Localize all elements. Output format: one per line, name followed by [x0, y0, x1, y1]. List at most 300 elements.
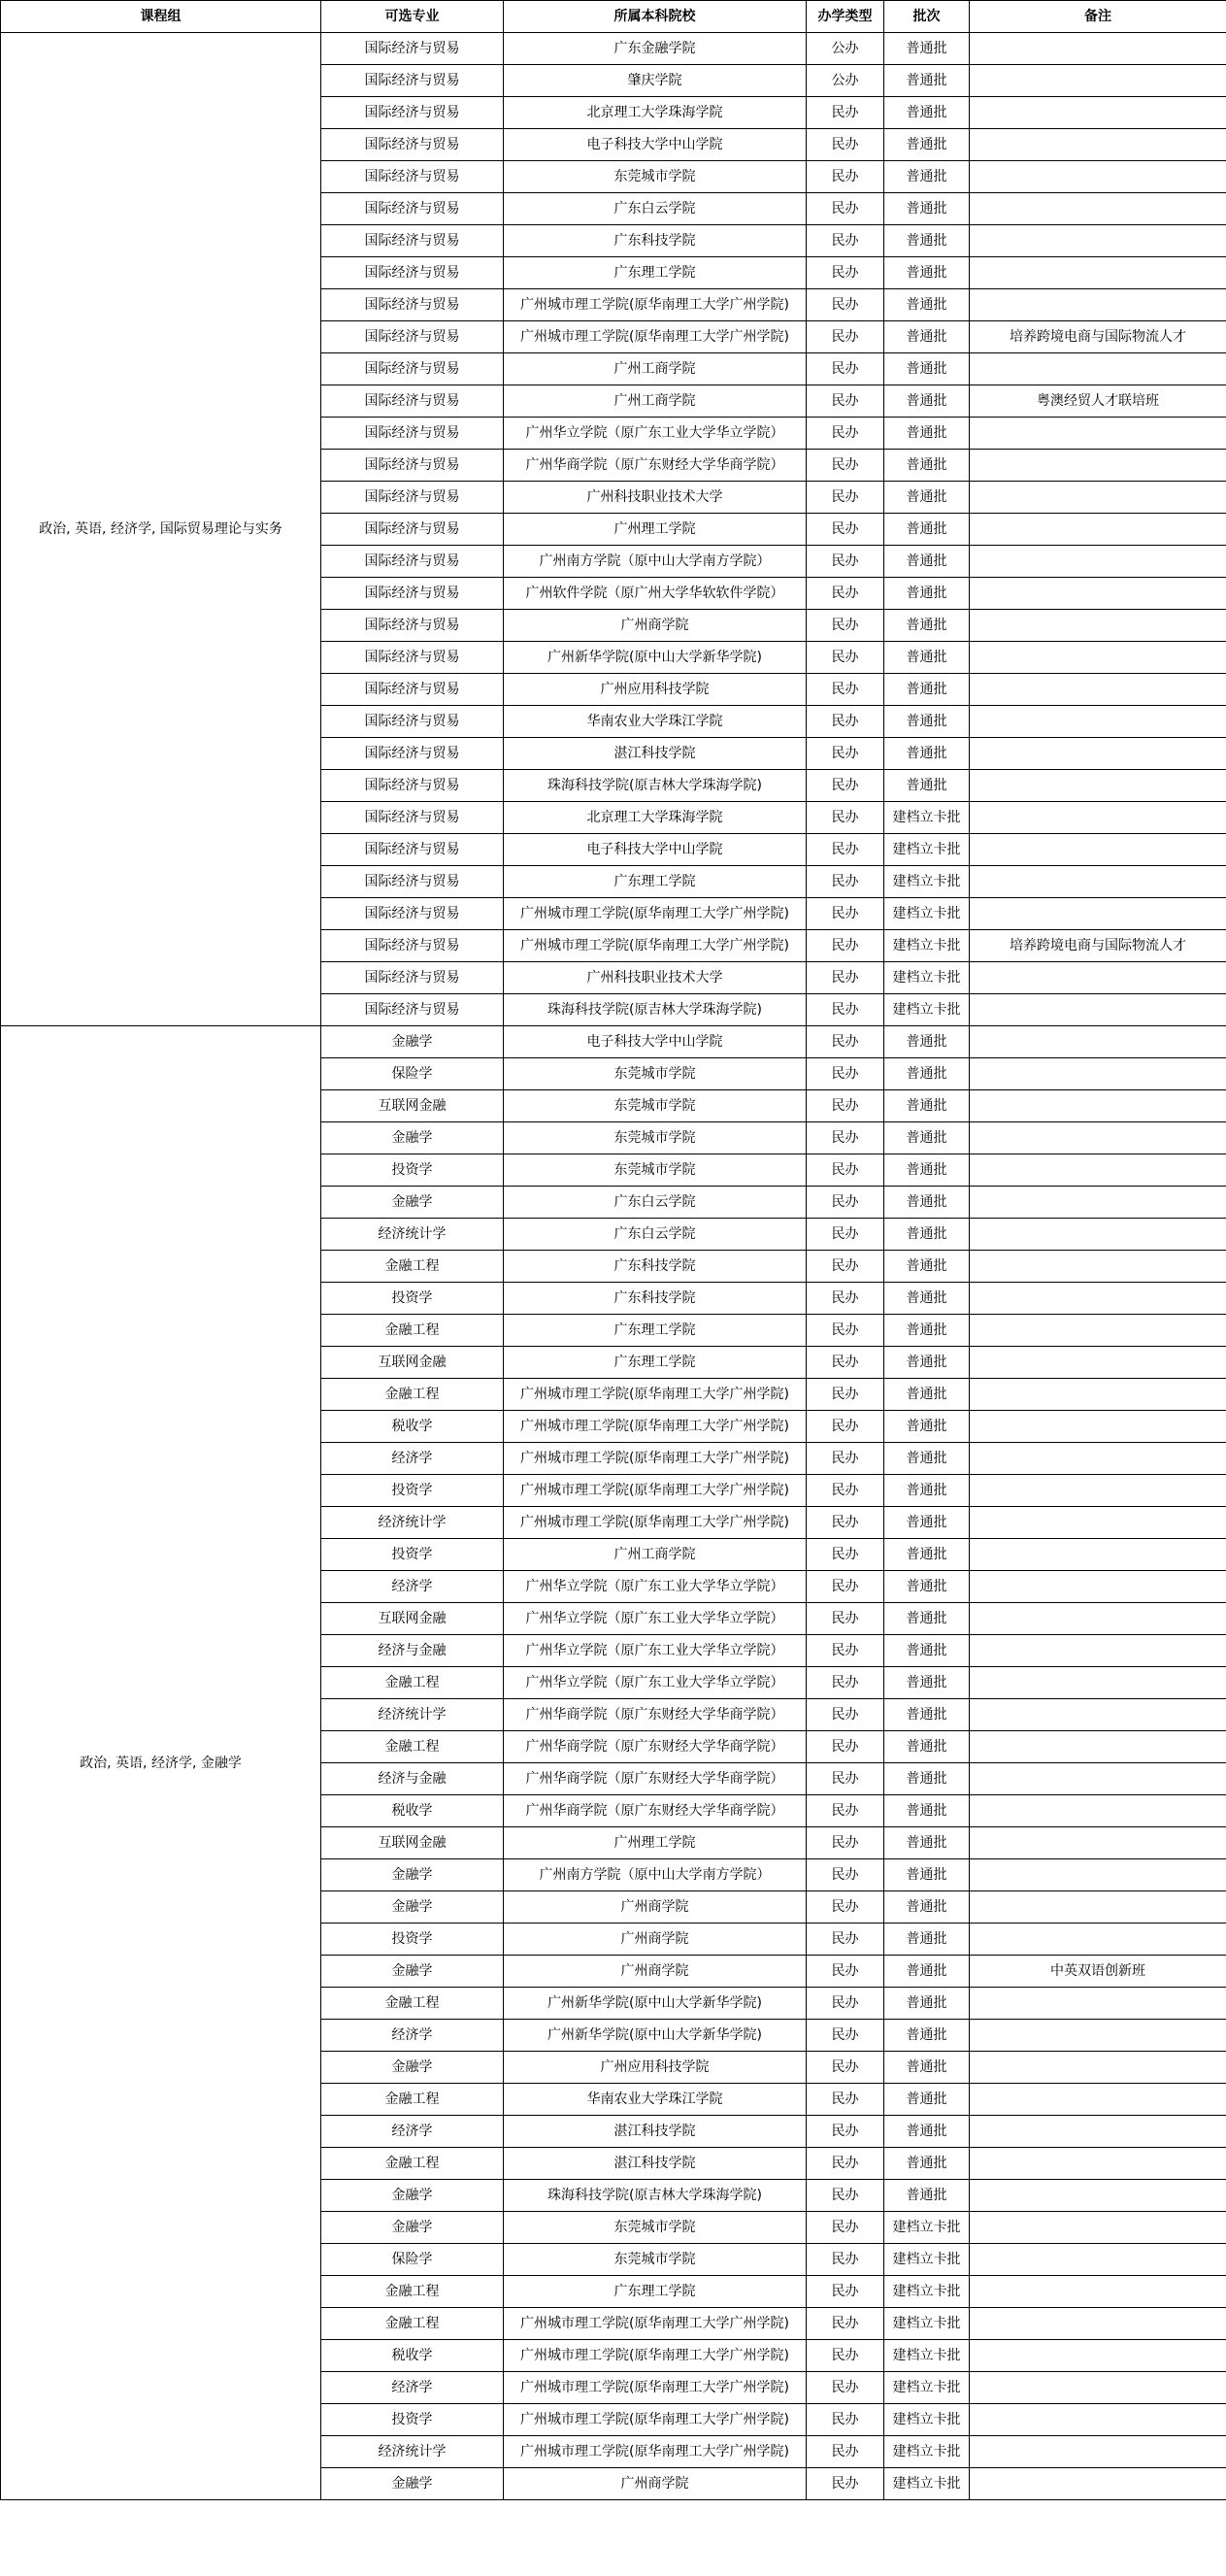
- batch-cell: 普通批: [884, 642, 970, 674]
- school-type-cell: 民办: [807, 1058, 884, 1090]
- note-cell: [970, 33, 1226, 65]
- major-cell: 国际经济与贸易: [321, 930, 504, 962]
- note-cell: [970, 1763, 1226, 1795]
- school-cell: 广州城市理工学院(原华南理工大学广州学院): [504, 1507, 807, 1539]
- note-cell: [970, 1924, 1226, 1956]
- school-cell: 广州城市理工学院(原华南理工大学广州学院): [504, 321, 807, 353]
- major-cell: 投资学: [321, 1154, 504, 1187]
- major-cell: 国际经济与贸易: [321, 962, 504, 994]
- school-cell: 湛江科技学院: [504, 2116, 807, 2148]
- batch-cell: 普通批: [884, 1058, 970, 1090]
- school-cell: 珠海科技学院(原吉林大学珠海学院): [504, 770, 807, 802]
- major-cell: 国际经济与贸易: [321, 65, 504, 97]
- school-type-cell: 民办: [807, 1859, 884, 1891]
- school-cell: 广州城市理工学院(原华南理工大学广州学院): [504, 2372, 807, 2404]
- major-cell: 金融学: [321, 1122, 504, 1154]
- header-major: 可选专业: [321, 1, 504, 33]
- major-cell: 国际经济与贸易: [321, 482, 504, 514]
- school-cell: 广东理工学院: [504, 1347, 807, 1379]
- major-cell: 金融工程: [321, 1251, 504, 1283]
- school-cell: 广州华商学院（原广东财经大学华商学院）: [504, 450, 807, 482]
- school-cell: 广东白云学院: [504, 1219, 807, 1251]
- school-type-cell: 民办: [807, 578, 884, 610]
- school-type-cell: 民办: [807, 1988, 884, 2020]
- school-type-cell: 民办: [807, 2340, 884, 2372]
- batch-cell: 普通批: [884, 450, 970, 482]
- note-cell: [970, 1251, 1226, 1283]
- school-cell: 广州华商学院（原广东财经大学华商学院）: [504, 1699, 807, 1731]
- school-type-cell: 民办: [807, 161, 884, 193]
- school-type-cell: 民办: [807, 482, 884, 514]
- major-cell: 国际经济与贸易: [321, 834, 504, 866]
- note-cell: 中英双语创新班: [970, 1956, 1226, 1988]
- note-cell: [970, 1219, 1226, 1251]
- major-cell: 国际经济与贸易: [321, 578, 504, 610]
- school-cell: 广州商学院: [504, 1924, 807, 1956]
- school-type-cell: 民办: [807, 2308, 884, 2340]
- school-type-cell: 民办: [807, 1956, 884, 1988]
- batch-cell: 普通批: [884, 1603, 970, 1635]
- school-cell: 湛江科技学院: [504, 738, 807, 770]
- batch-cell: 普通批: [884, 2052, 970, 2084]
- school-type-cell: 民办: [807, 2372, 884, 2404]
- school-cell: 广州华立学院（原广东工业大学华立学院）: [504, 1571, 807, 1603]
- note-cell: [970, 834, 1226, 866]
- batch-cell: 普通批: [884, 1187, 970, 1219]
- major-cell: 国际经济与贸易: [321, 385, 504, 418]
- major-cell: 金融工程: [321, 2276, 504, 2308]
- school-type-cell: 民办: [807, 289, 884, 321]
- school-cell: 广州城市理工学院(原华南理工大学广州学院): [504, 289, 807, 321]
- school-type-cell: 民办: [807, 2052, 884, 2084]
- note-cell: [970, 962, 1226, 994]
- batch-cell: 建档立卡批: [884, 2212, 970, 2244]
- note-cell: 培养跨境电商与国际物流人才: [970, 930, 1226, 962]
- batch-cell: 建档立卡批: [884, 2244, 970, 2276]
- school-type-cell: 民办: [807, 193, 884, 225]
- table-row: [1, 33, 1226, 65]
- note-cell: [970, 1603, 1226, 1635]
- school-type-cell: 公办: [807, 65, 884, 97]
- school-cell: 广东理工学院: [504, 257, 807, 289]
- note-cell: [970, 2276, 1226, 2308]
- note-cell: [970, 65, 1226, 97]
- major-cell: 国际经济与贸易: [321, 418, 504, 450]
- school-type-cell: 民办: [807, 1026, 884, 1058]
- note-cell: [970, 1827, 1226, 1859]
- major-cell: 经济统计学: [321, 1507, 504, 1539]
- major-cell: 国际经济与贸易: [321, 514, 504, 546]
- note-cell: [970, 1411, 1226, 1443]
- school-cell: 广州华商学院（原广东财经大学华商学院）: [504, 1731, 807, 1763]
- school-cell: 广州华商学院（原广东财经大学华商学院）: [504, 1763, 807, 1795]
- note-cell: [970, 546, 1226, 578]
- batch-cell: 普通批: [884, 1347, 970, 1379]
- major-cell: 投资学: [321, 1283, 504, 1315]
- school-type-cell: 民办: [807, 546, 884, 578]
- school-cell: 广州科技职业技术大学: [504, 482, 807, 514]
- note-cell: [970, 514, 1226, 546]
- note-cell: [970, 1187, 1226, 1219]
- note-cell: [970, 706, 1226, 738]
- note-cell: [970, 1026, 1226, 1058]
- note-cell: [970, 2148, 1226, 2180]
- school-type-cell: 民办: [807, 1539, 884, 1571]
- note-cell: [970, 97, 1226, 129]
- school-cell: 广州软件学院（原广州大学华软软件学院）: [504, 578, 807, 610]
- note-cell: [970, 2116, 1226, 2148]
- batch-cell: 建档立卡批: [884, 802, 970, 834]
- batch-cell: 普通批: [884, 1827, 970, 1859]
- note-cell: [970, 257, 1226, 289]
- school-cell: 电子科技大学中山学院: [504, 834, 807, 866]
- school-type-cell: 民办: [807, 738, 884, 770]
- school-type-cell: 民办: [807, 802, 884, 834]
- major-cell: 金融工程: [321, 1731, 504, 1763]
- school-type-cell: 民办: [807, 1122, 884, 1154]
- school-type-cell: 民办: [807, 2404, 884, 2436]
- school-cell: 广州城市理工学院(原华南理工大学广州学院): [504, 1475, 807, 1507]
- batch-cell: 普通批: [884, 482, 970, 514]
- school-cell: 电子科技大学中山学院: [504, 129, 807, 161]
- school-type-cell: 民办: [807, 2276, 884, 2308]
- school-type-cell: 民办: [807, 1315, 884, 1347]
- major-cell: 经济与金融: [321, 1763, 504, 1795]
- major-cell: 金融学: [321, 1859, 504, 1891]
- major-cell: 经济学: [321, 2372, 504, 2404]
- school-cell: 广州新华学院(原中山大学新华学院): [504, 642, 807, 674]
- note-cell: [970, 1539, 1226, 1571]
- note-cell: [970, 1122, 1226, 1154]
- batch-cell: 建档立卡批: [884, 962, 970, 994]
- note-cell: [970, 1347, 1226, 1379]
- note-cell: 粤澳经贸人才联培班: [970, 385, 1226, 418]
- school-type-cell: 民办: [807, 1475, 884, 1507]
- school-cell: 广州华立学院（原广东工业大学华立学院）: [504, 1667, 807, 1699]
- school-cell: 东莞城市学院: [504, 1122, 807, 1154]
- batch-cell: 普通批: [884, 1571, 970, 1603]
- school-cell: 华南农业大学珠江学院: [504, 706, 807, 738]
- school-type-cell: 民办: [807, 418, 884, 450]
- note-cell: [970, 738, 1226, 770]
- note-cell: [970, 2372, 1226, 2404]
- school-type-cell: 民办: [807, 1187, 884, 1219]
- header-row: [1, 1, 1226, 33]
- batch-cell: 普通批: [884, 1667, 970, 1699]
- school-cell: 东莞城市学院: [504, 2244, 807, 2276]
- school-type-cell: 民办: [807, 610, 884, 642]
- batch-cell: 普通批: [884, 2148, 970, 2180]
- school-cell: 广东理工学院: [504, 866, 807, 898]
- school-type-cell: 民办: [807, 129, 884, 161]
- major-cell: 经济统计学: [321, 1219, 504, 1251]
- school-cell: 广州工商学院: [504, 385, 807, 418]
- note-cell: [970, 642, 1226, 674]
- note-cell: [970, 1988, 1226, 2020]
- school-type-cell: 民办: [807, 2436, 884, 2468]
- school-type-cell: 民办: [807, 898, 884, 930]
- note-cell: [970, 610, 1226, 642]
- major-cell: 国际经济与贸易: [321, 321, 504, 353]
- batch-cell: 建档立卡批: [884, 930, 970, 962]
- note-cell: [970, 2020, 1226, 2052]
- school-cell: 广州理工学院: [504, 514, 807, 546]
- school-cell: 东莞城市学院: [504, 1058, 807, 1090]
- school-type-cell: 民办: [807, 1731, 884, 1763]
- major-cell: 金融工程: [321, 2308, 504, 2340]
- note-cell: [970, 2404, 1226, 2436]
- major-cell: 金融工程: [321, 1667, 504, 1699]
- note-cell: [970, 2180, 1226, 2212]
- batch-cell: 普通批: [884, 1122, 970, 1154]
- header-school-type: 办学类型: [807, 1, 884, 33]
- major-cell: 金融学: [321, 2468, 504, 2500]
- school-cell: 珠海科技学院(原吉林大学珠海学院): [504, 994, 807, 1026]
- batch-cell: 建档立卡批: [884, 994, 970, 1026]
- school-cell: 东莞城市学院: [504, 161, 807, 193]
- batch-cell: 普通批: [884, 1507, 970, 1539]
- note-cell: [970, 1699, 1226, 1731]
- school-cell: 广东理工学院: [504, 2276, 807, 2308]
- school-type-cell: 民办: [807, 1411, 884, 1443]
- school-type-cell: 民办: [807, 834, 884, 866]
- school-cell: 广州工商学院: [504, 353, 807, 385]
- school-cell: 电子科技大学中山学院: [504, 1026, 807, 1058]
- batch-cell: 建档立卡批: [884, 2308, 970, 2340]
- school-type-cell: 民办: [807, 257, 884, 289]
- batch-cell: 普通批: [884, 257, 970, 289]
- major-cell: 国际经济与贸易: [321, 738, 504, 770]
- batch-cell: 普通批: [884, 65, 970, 97]
- school-cell: 广州商学院: [504, 1891, 807, 1924]
- school-type-cell: 民办: [807, 1507, 884, 1539]
- major-cell: 金融学: [321, 1956, 504, 1988]
- note-cell: [970, 450, 1226, 482]
- school-cell: 广州新华学院(原中山大学新华学院): [504, 1988, 807, 2020]
- note-cell: [970, 225, 1226, 257]
- major-cell: 国际经济与贸易: [321, 802, 504, 834]
- school-type-cell: 民办: [807, 2020, 884, 2052]
- batch-cell: 普通批: [884, 97, 970, 129]
- note-cell: [970, 674, 1226, 706]
- major-cell: 国际经济与贸易: [321, 866, 504, 898]
- major-cell: 经济统计学: [321, 1699, 504, 1731]
- batch-cell: 普通批: [884, 33, 970, 65]
- major-cell: 国际经济与贸易: [321, 193, 504, 225]
- note-cell: [970, 1475, 1226, 1507]
- major-cell: 税收学: [321, 2340, 504, 2372]
- school-cell: 东莞城市学院: [504, 2212, 807, 2244]
- note-cell: [970, 2084, 1226, 2116]
- batch-cell: 建档立卡批: [884, 898, 970, 930]
- batch-cell: 普通批: [884, 2116, 970, 2148]
- batch-cell: 普通批: [884, 1315, 970, 1347]
- major-cell: 投资学: [321, 1475, 504, 1507]
- school-type-cell: 民办: [807, 1443, 884, 1475]
- major-cell: 税收学: [321, 1411, 504, 1443]
- school-cell: 广州商学院: [504, 610, 807, 642]
- major-cell: 金融学: [321, 2180, 504, 2212]
- batch-cell: 普通批: [884, 610, 970, 642]
- school-cell: 广东科技学院: [504, 1283, 807, 1315]
- school-type-cell: 民办: [807, 930, 884, 962]
- school-type-cell: 民办: [807, 1795, 884, 1827]
- note-cell: [970, 1315, 1226, 1347]
- school-type-cell: 民办: [807, 1154, 884, 1187]
- course-group-cell: 政治, 英语, 经济学, 金融学: [1, 1026, 321, 2500]
- batch-cell: 普通批: [884, 674, 970, 706]
- note-cell: [970, 161, 1226, 193]
- note-cell: [970, 2468, 1226, 2500]
- school-cell: 广州南方学院（原中山大学南方学院）: [504, 1859, 807, 1891]
- school-cell: 广东科技学院: [504, 1251, 807, 1283]
- school-type-cell: 民办: [807, 225, 884, 257]
- major-cell: 国际经济与贸易: [321, 450, 504, 482]
- school-type-cell: 民办: [807, 1090, 884, 1122]
- batch-cell: 普通批: [884, 1443, 970, 1475]
- school-type-cell: 民办: [807, 1219, 884, 1251]
- major-cell: 经济学: [321, 1571, 504, 1603]
- batch-cell: 建档立卡批: [884, 2276, 970, 2308]
- batch-cell: 普通批: [884, 1090, 970, 1122]
- school-cell: 广州商学院: [504, 1956, 807, 1988]
- note-cell: [970, 866, 1226, 898]
- school-cell: 广州南方学院（原中山大学南方学院）: [504, 546, 807, 578]
- school-cell: 北京理工大学珠海学院: [504, 97, 807, 129]
- school-type-cell: 民办: [807, 1667, 884, 1699]
- school-type-cell: 民办: [807, 1924, 884, 1956]
- school-cell: 广州城市理工学院(原华南理工大学广州学院): [504, 2340, 807, 2372]
- header-course-group: 课程组: [1, 1, 321, 33]
- note-cell: [970, 193, 1226, 225]
- note-cell: [970, 898, 1226, 930]
- note-cell: [970, 1090, 1226, 1122]
- school-type-cell: 公办: [807, 33, 884, 65]
- batch-cell: 普通批: [884, 161, 970, 193]
- major-cell: 金融工程: [321, 2148, 504, 2180]
- school-cell: 广州城市理工学院(原华南理工大学广州学院): [504, 1411, 807, 1443]
- major-cell: 经济学: [321, 1443, 504, 1475]
- batch-cell: 普通批: [884, 2020, 970, 2052]
- batch-cell: 普通批: [884, 1539, 970, 1571]
- school-cell: 广东理工学院: [504, 1315, 807, 1347]
- major-cell: 互联网金融: [321, 1827, 504, 1859]
- note-cell: 培养跨境电商与国际物流人才: [970, 321, 1226, 353]
- school-cell: 广州城市理工学院(原华南理工大学广州学院): [504, 1379, 807, 1411]
- batch-cell: 普通批: [884, 1891, 970, 1924]
- school-cell: 北京理工大学珠海学院: [504, 802, 807, 834]
- batch-cell: 普通批: [884, 1379, 970, 1411]
- batch-cell: 普通批: [884, 321, 970, 353]
- school-type-cell: 民办: [807, 706, 884, 738]
- note-cell: [970, 1731, 1226, 1763]
- batch-cell: 普通批: [884, 385, 970, 418]
- school-type-cell: 民办: [807, 642, 884, 674]
- school-cell: 广州商学院: [504, 2468, 807, 2500]
- major-cell: 国际经济与贸易: [321, 257, 504, 289]
- school-cell: 广州应用科技学院: [504, 2052, 807, 2084]
- note-cell: [970, 482, 1226, 514]
- note-cell: [970, 2212, 1226, 2244]
- school-cell: 广州理工学院: [504, 1827, 807, 1859]
- school-cell: 华南农业大学珠江学院: [504, 2084, 807, 2116]
- major-cell: 国际经济与贸易: [321, 289, 504, 321]
- school-cell: 湛江科技学院: [504, 2148, 807, 2180]
- major-cell: 投资学: [321, 1539, 504, 1571]
- major-cell: 金融工程: [321, 1379, 504, 1411]
- batch-cell: 普通批: [884, 1795, 970, 1827]
- note-cell: [970, 1891, 1226, 1924]
- note-cell: [970, 1635, 1226, 1667]
- major-cell: 国际经济与贸易: [321, 33, 504, 65]
- major-cell: 国际经济与贸易: [321, 706, 504, 738]
- batch-cell: 普通批: [884, 418, 970, 450]
- batch-cell: 普通批: [884, 1283, 970, 1315]
- batch-cell: 普通批: [884, 1699, 970, 1731]
- note-cell: [970, 1667, 1226, 1699]
- batch-cell: 普通批: [884, 1154, 970, 1187]
- batch-cell: 普通批: [884, 706, 970, 738]
- note-cell: [970, 994, 1226, 1026]
- school-cell: 广州新华学院(原中山大学新华学院): [504, 2020, 807, 2052]
- batch-cell: 建档立卡批: [884, 2468, 970, 2500]
- school-type-cell: 民办: [807, 1891, 884, 1924]
- note-cell: [970, 1058, 1226, 1090]
- school-cell: 广州科技职业技术大学: [504, 962, 807, 994]
- major-cell: 经济与金融: [321, 1635, 504, 1667]
- major-cell: 金融学: [321, 1891, 504, 1924]
- major-cell: 金融工程: [321, 1315, 504, 1347]
- school-cell: 广州华商学院（原广东财经大学华商学院）: [504, 1795, 807, 1827]
- school-cell: 广州工商学院: [504, 1539, 807, 1571]
- major-cell: 金融学: [321, 1187, 504, 1219]
- note-cell: [970, 1795, 1226, 1827]
- major-cell: 经济学: [321, 2116, 504, 2148]
- batch-cell: 建档立卡批: [884, 834, 970, 866]
- major-cell: 互联网金融: [321, 1347, 504, 1379]
- major-cell: 国际经济与贸易: [321, 898, 504, 930]
- major-cell: 投资学: [321, 2404, 504, 2436]
- school-type-cell: 民办: [807, 385, 884, 418]
- batch-cell: 普通批: [884, 1475, 970, 1507]
- school-type-cell: 民办: [807, 770, 884, 802]
- batch-cell: 普通批: [884, 2084, 970, 2116]
- batch-cell: 普通批: [884, 738, 970, 770]
- note-cell: [970, 2340, 1226, 2372]
- note-cell: [970, 770, 1226, 802]
- school-type-cell: 民办: [807, 1635, 884, 1667]
- batch-cell: 普通批: [884, 1411, 970, 1443]
- major-cell: 保险学: [321, 2244, 504, 2276]
- batch-cell: 建档立卡批: [884, 866, 970, 898]
- batch-cell: 建档立卡批: [884, 2372, 970, 2404]
- batch-cell: 普通批: [884, 578, 970, 610]
- school-cell: 广东金融学院: [504, 33, 807, 65]
- school-cell: 广州城市理工学院(原华南理工大学广州学院): [504, 930, 807, 962]
- major-cell: 投资学: [321, 1924, 504, 1956]
- major-cell: 国际经济与贸易: [321, 674, 504, 706]
- school-type-cell: 民办: [807, 1347, 884, 1379]
- school-cell: 珠海科技学院(原吉林大学珠海学院): [504, 2180, 807, 2212]
- school-type-cell: 民办: [807, 2180, 884, 2212]
- school-cell: 广东科技学院: [504, 225, 807, 257]
- school-cell: 东莞城市学院: [504, 1154, 807, 1187]
- batch-cell: 普通批: [884, 1731, 970, 1763]
- batch-cell: 普通批: [884, 1956, 970, 1988]
- batch-cell: 普通批: [884, 1026, 970, 1058]
- header-note: 备注: [970, 1, 1226, 33]
- school-cell: 广东白云学院: [504, 193, 807, 225]
